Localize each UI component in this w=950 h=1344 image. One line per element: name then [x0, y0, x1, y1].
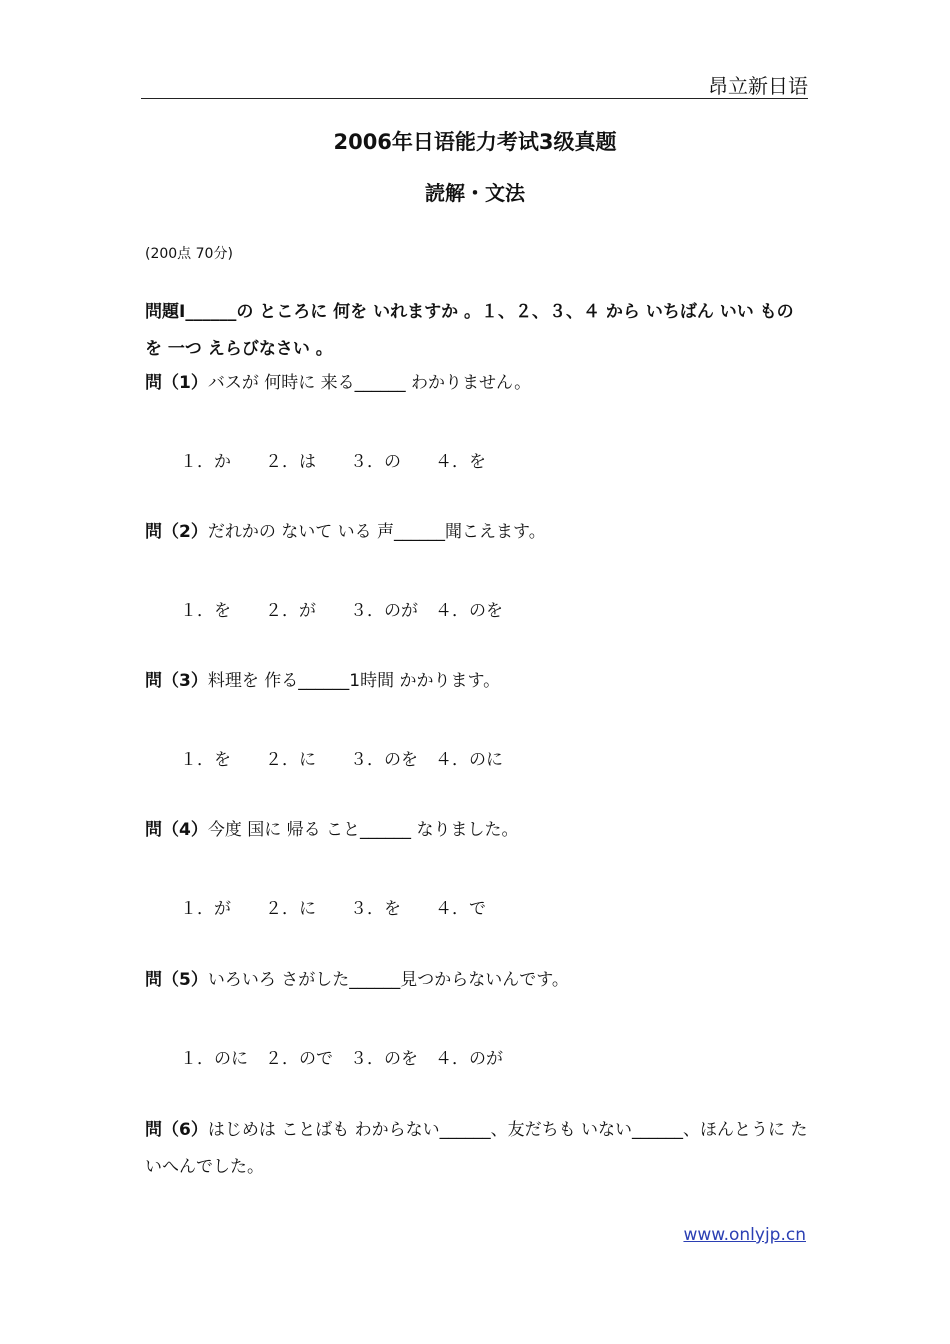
section-instructions: 問題Ⅰ______の ところに 何を いれますか 。１、２、３、４ から いちばん いい ものを 一つ えらびなさい 。: [145, 302, 794, 359]
question-text: 今度 国に 帰る こと______ なりました。: [207, 820, 519, 840]
question-number: 問（3）: [145, 671, 208, 691]
question-number: 問（1）: [145, 373, 208, 393]
question-number: 問（2）: [145, 522, 208, 542]
document-subtitle: 読解・文法: [425, 181, 525, 205]
question-text: だれかの ないて いる 声______聞こえます。: [207, 522, 546, 542]
footer-website-link[interactable]: www.onlyjp.cn: [683, 1225, 806, 1245]
question-4-choices: １．が ２．に ３．を ４．で: [180, 899, 486, 919]
question-text: バスが 何時に 来る______ わかりません。: [207, 373, 532, 393]
document-title: 2006年日语能力考试3级真题: [333, 130, 617, 154]
question-number: 問（6）: [145, 1120, 208, 1140]
question-2: [145, 514, 808, 551]
question-4: [145, 812, 808, 849]
question-text: はじめは ことばも わからない______、友だちも いない______、ほんとうに たいへんでした。: [145, 1120, 808, 1177]
question-3-choices: １．を ２．に ３．のを ４．のに: [180, 750, 503, 770]
question-5: [145, 962, 808, 999]
question-text: 料理を 作る______1時間 かかります。: [207, 671, 501, 691]
header-divider: [141, 98, 808, 99]
question-5-choices: １．のに ２．ので ３．のを ４．のが: [180, 1049, 503, 1069]
question-1: [145, 365, 808, 402]
question-number: 問（4）: [145, 820, 208, 840]
question-3: [145, 663, 808, 700]
question-number: 問（5）: [145, 970, 208, 990]
exam-meta: (200点 70分): [145, 246, 233, 262]
brand-name: 昂立新日语: [708, 74, 808, 98]
question-6: [145, 1112, 808, 1186]
question-2-choices: １．を ２．が ３．のが ４．のを: [180, 601, 503, 621]
question-1-choices: １．か ２．は ３．の ４．を: [180, 452, 486, 472]
question-text: いろいろ さがした______見つからないんです。: [207, 970, 569, 990]
